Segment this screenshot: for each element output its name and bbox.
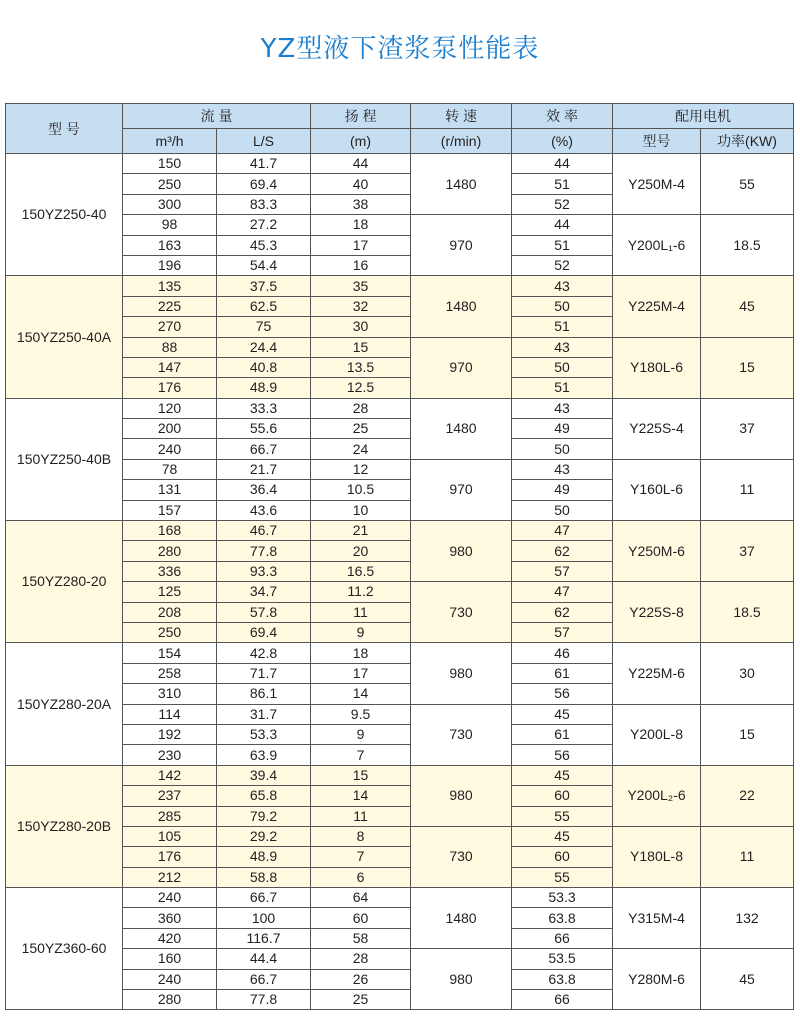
flow-m3h-cell: 280 xyxy=(123,990,217,1010)
flow-ls-cell: 41.7 xyxy=(217,154,311,174)
head-cell: 15 xyxy=(311,337,411,357)
flow-ls-cell: 100 xyxy=(217,908,311,928)
header-flow: 流 量 xyxy=(123,104,311,129)
motor-power-cell: 45 xyxy=(701,949,794,1010)
flow-ls-cell: 79.2 xyxy=(217,806,311,826)
flow-ls-cell: 66.7 xyxy=(217,439,311,459)
table-row xyxy=(6,888,794,908)
flow-ls-cell: 29.2 xyxy=(217,826,311,846)
header-flow-m3h: m³/h xyxy=(123,129,217,154)
motor-model-cell: Y225S-8 xyxy=(613,582,701,643)
head-cell: 17 xyxy=(311,235,411,255)
header-head-unit: (m) xyxy=(311,129,411,154)
flow-ls-cell: 40.8 xyxy=(217,357,311,377)
flow-ls-cell: 54.4 xyxy=(217,255,311,275)
flow-ls-cell: 33.3 xyxy=(217,398,311,418)
efficiency-cell: 61 xyxy=(512,663,613,683)
efficiency-cell: 61 xyxy=(512,724,613,744)
head-cell: 11.2 xyxy=(311,582,411,602)
table-row xyxy=(6,582,794,602)
table-row xyxy=(6,949,794,969)
flow-m3h-cell: 125 xyxy=(123,582,217,602)
flow-ls-cell: 116.7 xyxy=(217,928,311,948)
flow-m3h-cell: 270 xyxy=(123,317,217,337)
efficiency-cell: 50 xyxy=(512,357,613,377)
efficiency-cell: 53.5 xyxy=(512,949,613,969)
flow-m3h-cell: 176 xyxy=(123,847,217,867)
flow-m3h-cell: 258 xyxy=(123,663,217,683)
flow-ls-cell: 48.9 xyxy=(217,378,311,398)
flow-ls-cell: 27.2 xyxy=(217,215,311,235)
pump-model-cell: 150YZ280-20 xyxy=(6,521,123,643)
efficiency-cell: 51 xyxy=(512,174,613,194)
motor-power-cell: 132 xyxy=(701,888,794,949)
flow-ls-cell: 75 xyxy=(217,317,311,337)
flow-ls-cell: 66.7 xyxy=(217,969,311,989)
efficiency-cell: 56 xyxy=(512,745,613,765)
pump-model-cell: 150YZ280-20B xyxy=(6,765,123,887)
flow-m3h-cell: 98 xyxy=(123,215,217,235)
table-row xyxy=(6,459,794,479)
flow-ls-cell: 83.3 xyxy=(217,194,311,214)
page-title: YZ型液下渣浆泵性能表 xyxy=(260,34,540,64)
head-cell: 15 xyxy=(311,765,411,785)
head-cell: 14 xyxy=(311,684,411,704)
flow-ls-cell: 63.9 xyxy=(217,745,311,765)
motor-model-cell: Y225M-4 xyxy=(613,276,701,337)
flow-m3h-cell: 150 xyxy=(123,154,217,174)
motor-model-cell: Y280M-6 xyxy=(613,949,701,1010)
head-cell: 16.5 xyxy=(311,561,411,581)
motor-model-cell: Y180L-8 xyxy=(613,826,701,887)
head-cell: 10 xyxy=(311,500,411,520)
flow-ls-cell: 69.4 xyxy=(217,622,311,642)
motor-model-cell: Y225S-4 xyxy=(613,398,701,459)
flow-ls-cell: 65.8 xyxy=(217,786,311,806)
flow-ls-cell: 93.3 xyxy=(217,561,311,581)
head-cell: 9.5 xyxy=(311,704,411,724)
flow-ls-cell: 53.3 xyxy=(217,724,311,744)
flow-m3h-cell: 163 xyxy=(123,235,217,255)
head-cell: 8 xyxy=(311,826,411,846)
flow-ls-cell: 34.7 xyxy=(217,582,311,602)
flow-ls-cell: 44.4 xyxy=(217,949,311,969)
flow-ls-cell: 31.7 xyxy=(217,704,311,724)
motor-power-cell: 45 xyxy=(701,276,794,337)
speed-cell: 730 xyxy=(411,826,512,887)
flow-m3h-cell: 142 xyxy=(123,765,217,785)
flow-ls-cell: 62.5 xyxy=(217,296,311,316)
table-row xyxy=(6,521,794,541)
efficiency-cell: 47 xyxy=(512,582,613,602)
motor-power-cell: 11 xyxy=(701,826,794,887)
speed-cell: 730 xyxy=(411,704,512,765)
performance-table xyxy=(5,103,794,1010)
head-cell: 28 xyxy=(311,949,411,969)
motor-model-cell: Y200L-8 xyxy=(613,704,701,765)
header-speed: 转 速 xyxy=(411,104,512,129)
flow-ls-cell: 36.4 xyxy=(217,480,311,500)
motor-model-cell: Y225M-6 xyxy=(613,643,701,704)
flow-ls-cell: 42.8 xyxy=(217,643,311,663)
motor-power-cell: 55 xyxy=(701,154,794,215)
efficiency-cell: 43 xyxy=(512,337,613,357)
head-cell: 28 xyxy=(311,398,411,418)
speed-cell: 970 xyxy=(411,215,512,276)
efficiency-cell: 51 xyxy=(512,317,613,337)
efficiency-cell: 62 xyxy=(512,602,613,622)
head-cell: 14 xyxy=(311,786,411,806)
header-motor-power: 功率(KW) xyxy=(701,129,794,154)
flow-m3h-cell: 285 xyxy=(123,806,217,826)
flow-m3h-cell: 192 xyxy=(123,724,217,744)
flow-m3h-cell: 240 xyxy=(123,888,217,908)
motor-model-cell: Y200L₁-6 xyxy=(613,215,701,276)
flow-m3h-cell: 114 xyxy=(123,704,217,724)
flow-m3h-cell: 135 xyxy=(123,276,217,296)
efficiency-cell: 55 xyxy=(512,806,613,826)
efficiency-cell: 43 xyxy=(512,398,613,418)
head-cell: 60 xyxy=(311,908,411,928)
flow-m3h-cell: 147 xyxy=(123,357,217,377)
flow-m3h-cell: 225 xyxy=(123,296,217,316)
motor-model-cell: Y250M-6 xyxy=(613,521,701,582)
header-speed-unit: (r/min) xyxy=(411,129,512,154)
efficiency-cell: 45 xyxy=(512,765,613,785)
efficiency-cell: 53.3 xyxy=(512,888,613,908)
efficiency-cell: 52 xyxy=(512,194,613,214)
efficiency-cell: 44 xyxy=(512,215,613,235)
motor-power-cell: 15 xyxy=(701,704,794,765)
table-row xyxy=(6,215,794,235)
flow-m3h-cell: 237 xyxy=(123,786,217,806)
flow-m3h-cell: 300 xyxy=(123,194,217,214)
head-cell: 30 xyxy=(311,317,411,337)
pump-model-cell: 150YZ280-20A xyxy=(6,643,123,765)
head-cell: 21 xyxy=(311,521,411,541)
table-row xyxy=(6,337,794,357)
speed-cell: 1480 xyxy=(411,398,512,459)
head-cell: 17 xyxy=(311,663,411,683)
efficiency-cell: 50 xyxy=(512,500,613,520)
flow-ls-cell: 43.6 xyxy=(217,500,311,520)
head-cell: 6 xyxy=(311,867,411,887)
flow-ls-cell: 86.1 xyxy=(217,684,311,704)
header-flow-ls: L/S xyxy=(217,129,311,154)
head-cell: 12 xyxy=(311,459,411,479)
efficiency-cell: 45 xyxy=(512,704,613,724)
flow-m3h-cell: 212 xyxy=(123,867,217,887)
pump-model-cell: 150YZ250-40B xyxy=(6,398,123,520)
flow-m3h-cell: 240 xyxy=(123,969,217,989)
head-cell: 18 xyxy=(311,215,411,235)
head-cell: 9 xyxy=(311,622,411,642)
efficiency-cell: 60 xyxy=(512,786,613,806)
flow-ls-cell: 66.7 xyxy=(217,888,311,908)
head-cell: 11 xyxy=(311,602,411,622)
head-cell: 24 xyxy=(311,439,411,459)
motor-model-cell: Y160L-6 xyxy=(613,459,701,520)
flow-ls-cell: 39.4 xyxy=(217,765,311,785)
efficiency-cell: 46 xyxy=(512,643,613,663)
head-cell: 38 xyxy=(311,194,411,214)
head-cell: 44 xyxy=(311,154,411,174)
flow-m3h-cell: 88 xyxy=(123,337,217,357)
efficiency-cell: 56 xyxy=(512,684,613,704)
motor-power-cell: 18.5 xyxy=(701,215,794,276)
motor-power-cell: 37 xyxy=(701,398,794,459)
flow-m3h-cell: 105 xyxy=(123,826,217,846)
head-cell: 13.5 xyxy=(311,357,411,377)
motor-model-cell: Y250M-4 xyxy=(613,154,701,215)
efficiency-cell: 55 xyxy=(512,867,613,887)
head-cell: 11 xyxy=(311,806,411,826)
speed-cell: 980 xyxy=(411,521,512,582)
flow-ls-cell: 45.3 xyxy=(217,235,311,255)
efficiency-cell: 51 xyxy=(512,235,613,255)
motor-model-cell: Y315M-4 xyxy=(613,888,701,949)
flow-ls-cell: 21.7 xyxy=(217,459,311,479)
head-cell: 7 xyxy=(311,847,411,867)
speed-cell: 980 xyxy=(411,643,512,704)
flow-m3h-cell: 336 xyxy=(123,561,217,581)
flow-ls-cell: 55.6 xyxy=(217,419,311,439)
table-row xyxy=(6,826,794,846)
header-efficiency: 效 率 xyxy=(512,104,613,129)
flow-m3h-cell: 230 xyxy=(123,745,217,765)
flow-m3h-cell: 250 xyxy=(123,174,217,194)
motor-power-cell: 15 xyxy=(701,337,794,398)
flow-m3h-cell: 157 xyxy=(123,500,217,520)
flow-m3h-cell: 420 xyxy=(123,928,217,948)
flow-m3h-cell: 78 xyxy=(123,459,217,479)
head-cell: 26 xyxy=(311,969,411,989)
header-model: 型 号 xyxy=(6,104,123,154)
flow-ls-cell: 69.4 xyxy=(217,174,311,194)
table-row xyxy=(6,398,794,418)
header-motor-model: 型号 xyxy=(613,129,701,154)
head-cell: 10.5 xyxy=(311,480,411,500)
speed-cell: 1480 xyxy=(411,888,512,949)
efficiency-cell: 50 xyxy=(512,439,613,459)
efficiency-cell: 66 xyxy=(512,990,613,1010)
pump-model-cell: 150YZ250-40A xyxy=(6,276,123,398)
head-cell: 32 xyxy=(311,296,411,316)
head-cell: 16 xyxy=(311,255,411,275)
motor-power-cell: 22 xyxy=(701,765,794,826)
flow-m3h-cell: 310 xyxy=(123,684,217,704)
flow-m3h-cell: 360 xyxy=(123,908,217,928)
flow-m3h-cell: 200 xyxy=(123,419,217,439)
efficiency-cell: 44 xyxy=(512,154,613,174)
flow-ls-cell: 58.8 xyxy=(217,867,311,887)
efficiency-cell: 49 xyxy=(512,480,613,500)
flow-ls-cell: 57.8 xyxy=(217,602,311,622)
motor-power-cell: 30 xyxy=(701,643,794,704)
flow-m3h-cell: 196 xyxy=(123,255,217,275)
table-row xyxy=(6,154,794,174)
head-cell: 25 xyxy=(311,990,411,1010)
motor-power-cell: 11 xyxy=(701,459,794,520)
efficiency-cell: 51 xyxy=(512,378,613,398)
flow-m3h-cell: 168 xyxy=(123,521,217,541)
table-row xyxy=(6,704,794,724)
table-row xyxy=(6,276,794,296)
motor-model-cell: Y180L-6 xyxy=(613,337,701,398)
flow-ls-cell: 77.8 xyxy=(217,541,311,561)
efficiency-cell: 43 xyxy=(512,276,613,296)
head-cell: 58 xyxy=(311,928,411,948)
flow-m3h-cell: 280 xyxy=(123,541,217,561)
head-cell: 9 xyxy=(311,724,411,744)
header-efficiency-unit: (%) xyxy=(512,129,613,154)
efficiency-cell: 43 xyxy=(512,459,613,479)
speed-cell: 970 xyxy=(411,459,512,520)
head-cell: 7 xyxy=(311,745,411,765)
head-cell: 12.5 xyxy=(311,378,411,398)
flow-m3h-cell: 160 xyxy=(123,949,217,969)
motor-model-cell: Y200L₂-6 xyxy=(613,765,701,826)
flow-m3h-cell: 154 xyxy=(123,643,217,663)
motor-power-cell: 18.5 xyxy=(701,582,794,643)
flow-ls-cell: 48.9 xyxy=(217,847,311,867)
head-cell: 40 xyxy=(311,174,411,194)
table-row xyxy=(6,643,794,663)
head-cell: 18 xyxy=(311,643,411,663)
pump-model-cell: 150YZ250-40 xyxy=(6,154,123,276)
head-cell: 25 xyxy=(311,419,411,439)
speed-cell: 970 xyxy=(411,337,512,398)
flow-m3h-cell: 176 xyxy=(123,378,217,398)
flow-m3h-cell: 120 xyxy=(123,398,217,418)
header-motor: 配用电机 xyxy=(613,104,794,129)
table-row xyxy=(6,765,794,785)
flow-ls-cell: 71.7 xyxy=(217,663,311,683)
speed-cell: 1480 xyxy=(411,154,512,215)
table-body xyxy=(6,154,794,1010)
efficiency-cell: 49 xyxy=(512,419,613,439)
efficiency-cell: 50 xyxy=(512,296,613,316)
efficiency-cell: 57 xyxy=(512,622,613,642)
head-cell: 20 xyxy=(311,541,411,561)
speed-cell: 1480 xyxy=(411,276,512,337)
efficiency-cell: 66 xyxy=(512,928,613,948)
flow-ls-cell: 37.5 xyxy=(217,276,311,296)
motor-power-cell: 37 xyxy=(701,521,794,582)
flow-ls-cell: 77.8 xyxy=(217,990,311,1010)
efficiency-cell: 60 xyxy=(512,847,613,867)
efficiency-cell: 57 xyxy=(512,561,613,581)
efficiency-cell: 45 xyxy=(512,826,613,846)
efficiency-cell: 47 xyxy=(512,521,613,541)
speed-cell: 980 xyxy=(411,765,512,826)
efficiency-cell: 63.8 xyxy=(512,969,613,989)
flow-m3h-cell: 131 xyxy=(123,480,217,500)
flow-ls-cell: 24.4 xyxy=(217,337,311,357)
speed-cell: 730 xyxy=(411,582,512,643)
speed-cell: 980 xyxy=(411,949,512,1010)
head-cell: 35 xyxy=(311,276,411,296)
efficiency-cell: 52 xyxy=(512,255,613,275)
pump-model-cell: 150YZ360-60 xyxy=(6,888,123,1010)
head-cell: 64 xyxy=(311,888,411,908)
flow-m3h-cell: 240 xyxy=(123,439,217,459)
efficiency-cell: 62 xyxy=(512,541,613,561)
flow-m3h-cell: 208 xyxy=(123,602,217,622)
flow-ls-cell: 46.7 xyxy=(217,521,311,541)
flow-m3h-cell: 250 xyxy=(123,622,217,642)
efficiency-cell: 63.8 xyxy=(512,908,613,928)
header-head: 扬 程 xyxy=(311,104,411,129)
